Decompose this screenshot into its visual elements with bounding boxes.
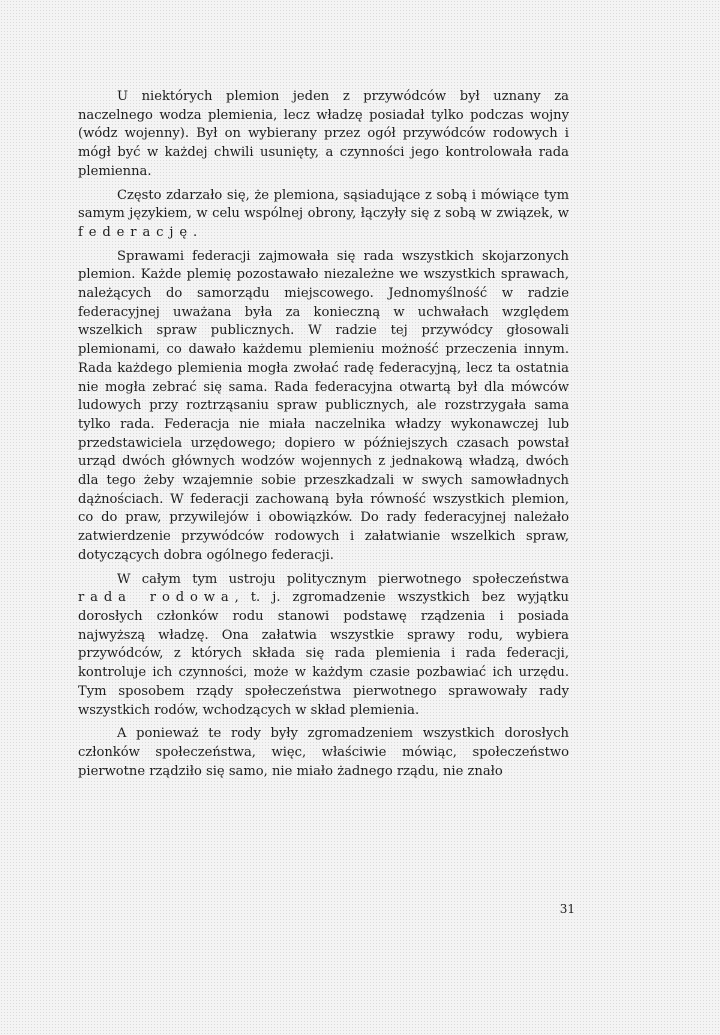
paragraph-text: , t. j. zgromadzenie wszystkich bez wyjątku dorosłych członków rodu stanowi podstawę rządzenia i posiada najwyższą władzę. Ona załatwia wszystkie sprawy rodu, wybiera przywódców, z których składa się rada plemienia i rada federacji, kontroluje ich czynności, może w każdym czasie pozbawiać ich urzędu. Tym sposobem rządy społeczeństwa pierwotnego sprawowały rady wszystkich rodów, wchodzących w skład plemienia.	[78, 590, 569, 718]
page-number: 31	[559, 902, 575, 916]
paragraph-text: Sprawami federacji zajmowała się rada wszystkich skojarzonych plemion. Każde plemię pozostawało niezależne we wszystkich sprawach, należących do samorządu miejscowego. Jednomyślność w radzie federacyjnej uważana była za konieczną w uchwałach względem wszelkich spraw publicznych. W radzie tej przywódcy głosowali plemionami, co dawało każdemu plemieniu możność przeczenia innym. Rada każdego plemienia mogła zwołać radę federacyjną, lecz ta ostatnia nie mogła zebrać się sama. Rada federacyjna otwartą był dla mówców ludowych przy roztrząsaniu spraw publicznych, ale rozstrzygała sama tylko rada. Federacja nie miała naczelnika władzy wykonawczej lub przedstawiciela urzędowego; dopiero w późniejszych czasach powstał urząd dwóch głównych wodzów wojennych z jednakową władzą, dwóch dla tego żeby wzajemnie sobie przeszkadzali w swych samowładnych dążnościach. W federacji zachowaną była równość wszystkich plemion, co do praw, przywilejów i obowiązków. Do rady federacyjnej należało zatwierdzenie przywódców rodowych i załatwianie wszelkich spraw, dotyczących dobra ogólnego federacji.	[78, 248, 569, 563]
page-body-text	[78, 88, 569, 786]
paragraph-text: A ponieważ te rody były zgromadzeniem wszystkich dorosłych członków społeczeństwa, więc, właściwie mówiąc, społeczeństwo pierwotne rządziło się samo, nie miało żadnego rządu, nie znało	[78, 726, 569, 779]
paragraph-text: W całym tym ustroju politycznym pierwotnego społeczeństwa	[117, 571, 569, 587]
paragraph-text: U niektórych plemion jeden z przywódców był uznany za naczelnego wodza plemienia, lecz władzę posiadał tylko podczas wojny (wódz wojenny). Był on wybierany przez ogół przywódców rodowych i mógł być w każdej chwili usunięty, a czynności jego kontrolowała rada plemienna.	[78, 89, 569, 179]
paragraph-federation-intro	[78, 187, 569, 243]
paragraph-text: .	[193, 224, 198, 240]
paragraph-self-rule	[78, 725, 569, 781]
emphasized-term-federacje: federację	[78, 224, 193, 240]
paragraph-clan-council	[78, 571, 569, 721]
paragraph-federation-council	[78, 248, 569, 566]
paragraph-war-chief	[78, 88, 569, 182]
emphasized-term-rada-rodowa: rada rodowa	[78, 590, 235, 606]
paragraph-text: Często zdarzało się, że plemiona, sąsiadujące z sobą i mówiące tym samym językiem, w celu wspólnej obrony, łączyły się z sobą w związek, w	[78, 187, 569, 222]
